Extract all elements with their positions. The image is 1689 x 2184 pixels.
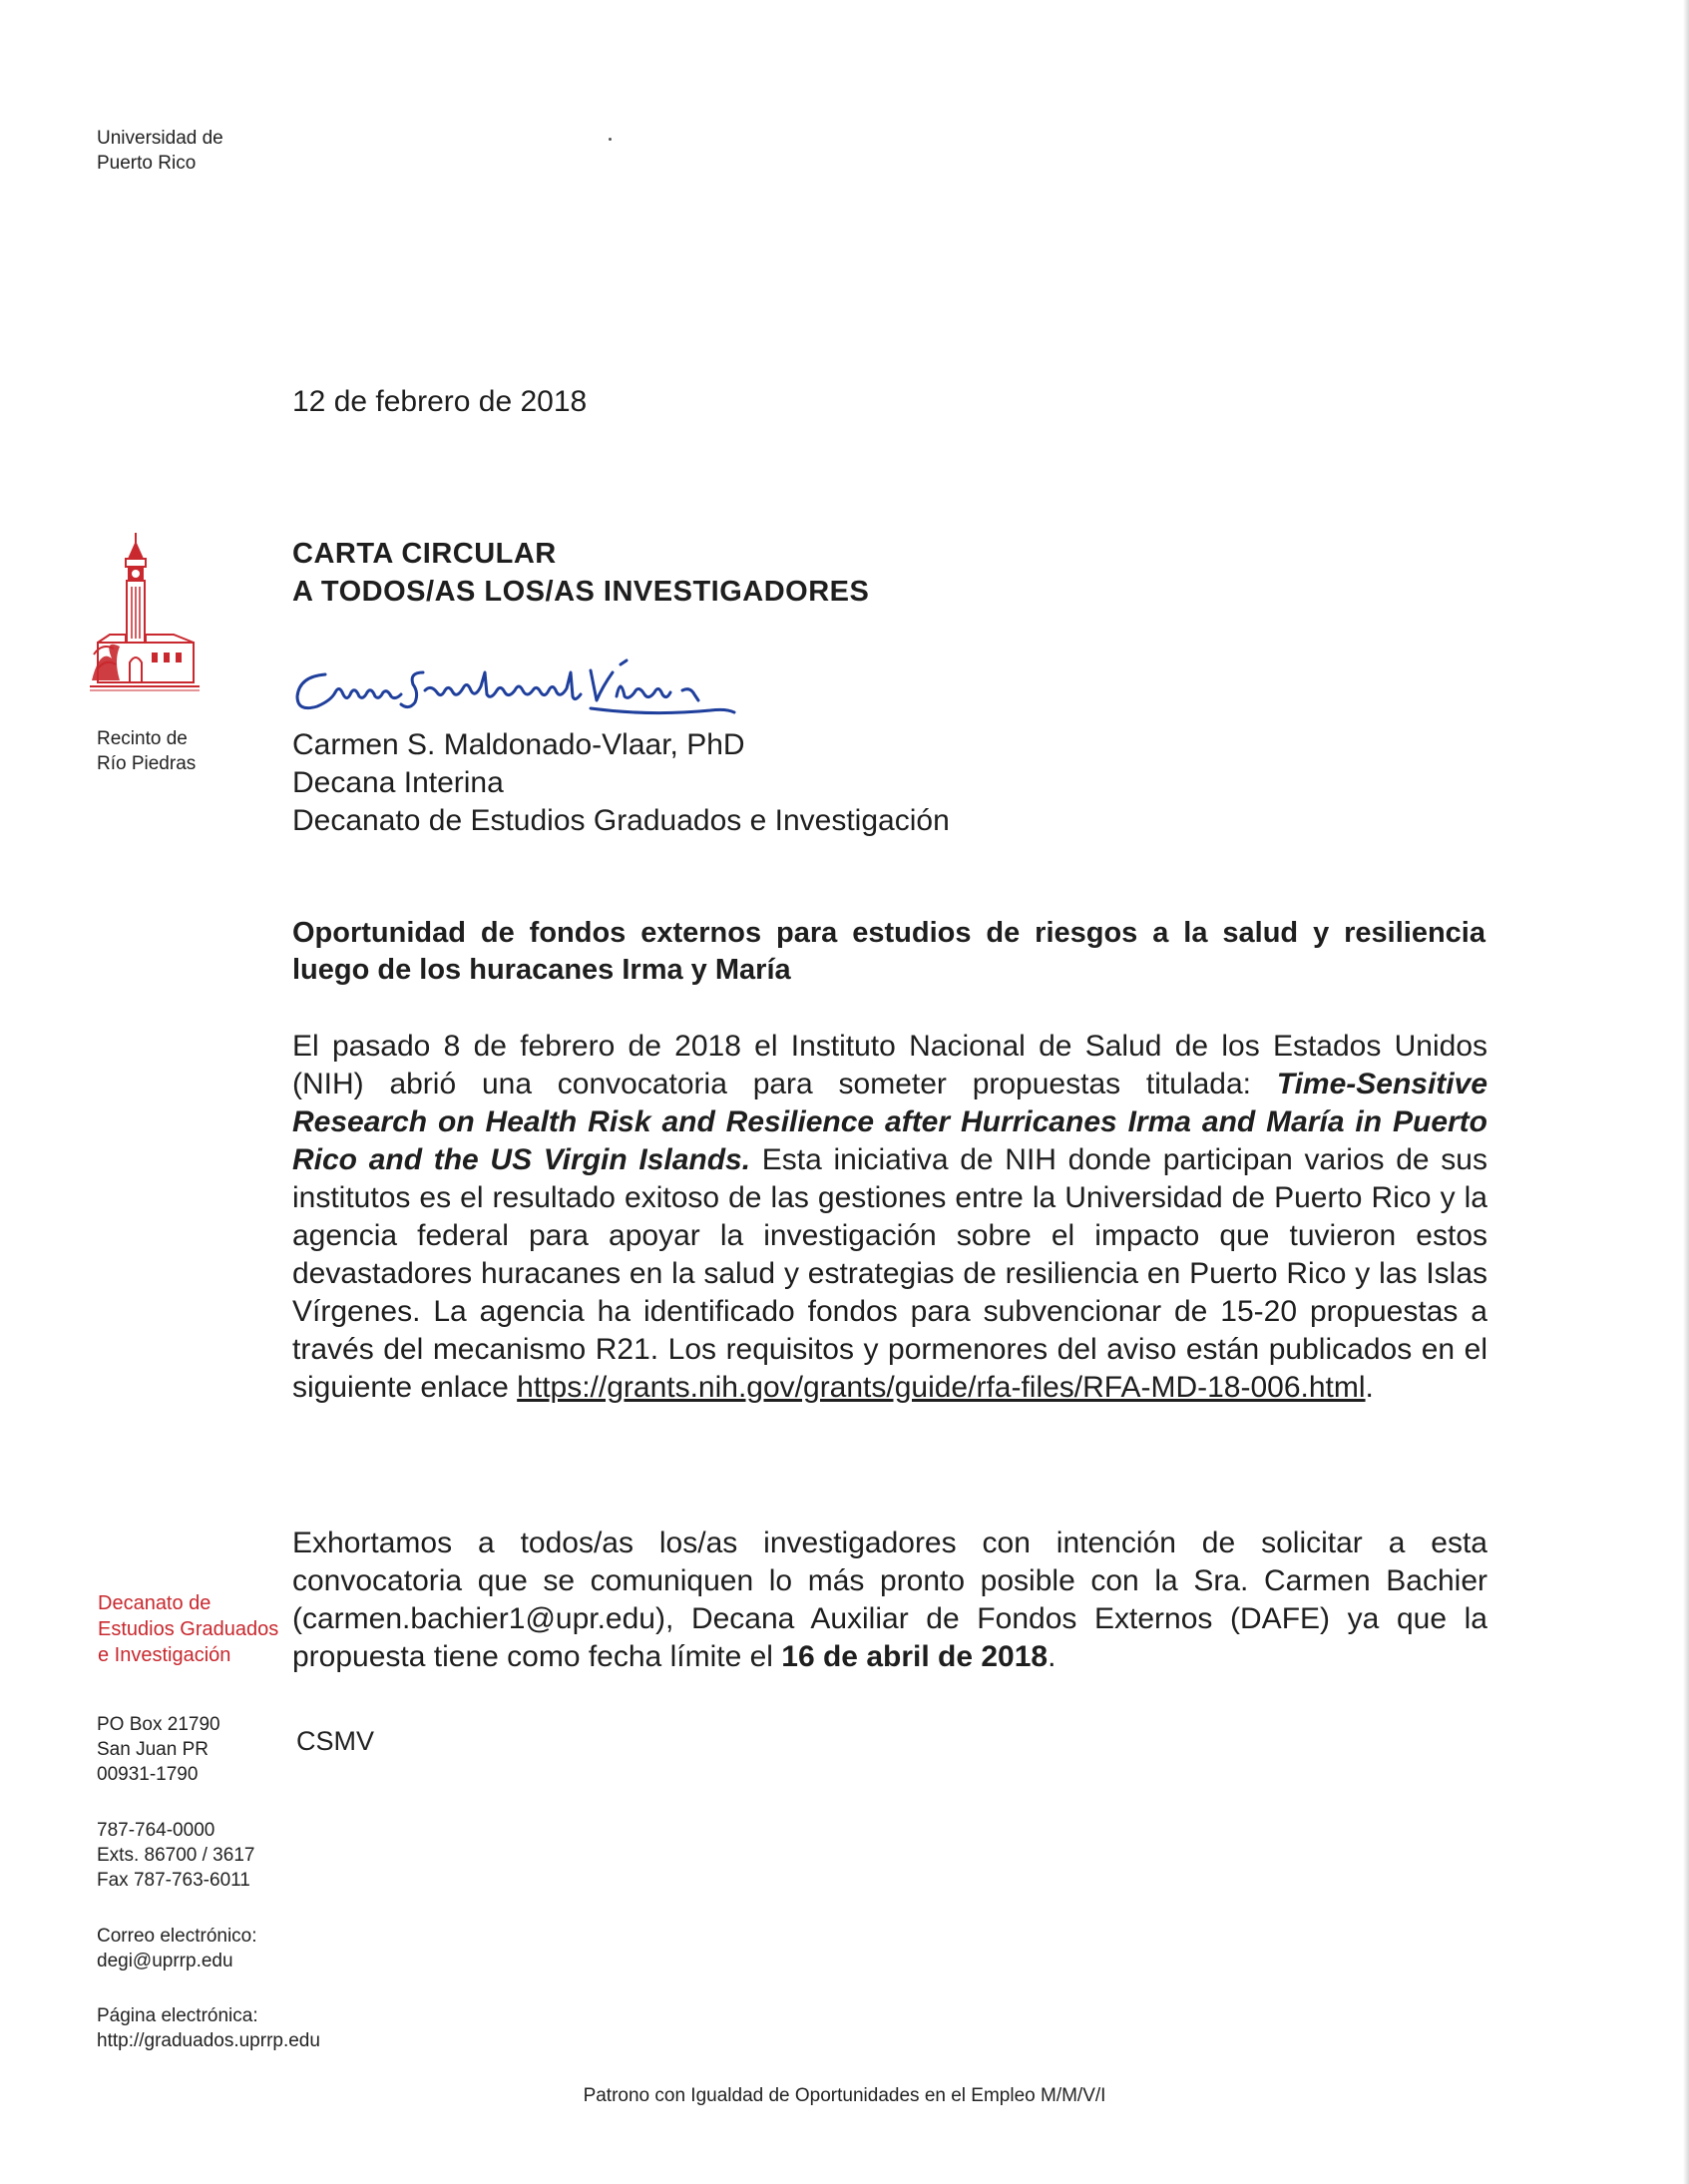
sender-block (292, 726, 950, 840)
p2-body: Exhortamos a todos/as los/as investigadores con intención de solicitar a esta convocatoria que se comuniquen lo más pronto posible con la Sra. Carmen Bachier (carmen.bachier1@upr.edu), Decana Auxiliar de Fondos Externos (DAFE) ya que la propuesta tiene como fecha límite el (292, 1527, 1487, 1673)
nih-rfa-link[interactable]: https://grants.nih.gov/grants/guide/rfa-files/RFA-MD-18-006.html (517, 1371, 1366, 1404)
letter-subject: Oportunidad de fondos externos para estudios de riesgos a la salud y resiliencia luego de los huracanes Irma y María (292, 917, 1485, 986)
body-paragraph-2 (292, 1525, 1487, 1676)
postal-address (97, 1712, 220, 1787)
office-name-line1: Decanato de (98, 1592, 211, 1614)
sender-name: Carmen S. Maldonado-Vlaar, PhD (292, 728, 745, 761)
office-name-line3: e Investigación (98, 1644, 231, 1666)
equal-opportunity-footer: Patrono con Igualdad de Oportunidades en el Empleo M/M/V/I (583, 2085, 1106, 2106)
circular-heading-line1: CARTA CIRCULAR (292, 538, 557, 570)
circular-heading (292, 535, 869, 611)
email-address: degi@uprrp.edu (97, 1951, 233, 1971)
p1-end: . (1365, 1371, 1374, 1404)
address-line1: PO Box 21790 (97, 1714, 220, 1735)
campus-name-line2: Río Piedras (97, 753, 197, 774)
p2-end: . (1048, 1640, 1056, 1673)
web-address: http://graduados.uprrp.edu (97, 2030, 320, 2051)
address-line2: San Juan PR (97, 1739, 209, 1760)
web-block (97, 2003, 320, 2053)
phone-line3: Fax 787-763-6011 (97, 1870, 250, 1891)
clock-tower-icon (90, 531, 200, 692)
institution-name-line1: Universidad de (97, 128, 223, 149)
sender-title: Decana Interina (292, 766, 504, 799)
author-initials: CSMV (296, 1726, 375, 1756)
letter-date: 12 de febrero de 2018 (292, 385, 588, 418)
funding-title: Time-Sensitive Research on Health Risk and Resilience after Hurricanes Irma and María in Puerto Rico and the US Virgin Islands. (292, 1068, 1487, 1176)
circular-heading-line2: A TODOS/AS LOS/AS INVESTIGADORES (292, 576, 870, 608)
scan-edge-shadow (1683, 0, 1689, 2184)
body-paragraph-1 (292, 1028, 1487, 1407)
phone-line2: Exts. 86700 / 3617 (97, 1845, 255, 1866)
p1-intro: El pasado 8 de febrero de 2018 el Instituto Nacional de Salud de los Estados Unidos (NIH) abrió una convocatoria para someter propuestas titulada: (292, 1030, 1487, 1100)
sender-office: Decanato de Estudios Graduados e Investigación (292, 804, 950, 837)
phone-line1: 787-764-0000 (97, 1820, 215, 1841)
office-name (98, 1590, 278, 1668)
institution-name-line2: Puerto Rico (97, 153, 197, 174)
scan-speck (609, 138, 612, 141)
address-line3: 00931-1790 (97, 1764, 199, 1785)
phone-numbers (97, 1818, 254, 1893)
handwritten-signature (291, 651, 740, 728)
deadline-date: 16 de abril de 2018 (781, 1640, 1049, 1673)
campus-name-line1: Recinto de (97, 728, 188, 749)
web-label: Página electrónica: (97, 2005, 258, 2026)
email-block (97, 1924, 257, 1973)
office-name-line2: Estudios Graduados (98, 1618, 279, 1640)
p1-body: Esta iniciativa de NIH donde participan varios de sus institutos es el resultado exitoso de las gestiones entre la Universidad de Puerto Rico y la agencia federal para apoyar la investigación sobre el impacto que tuvieron estos devastadores huracanes en la salud y estrategias de resiliencia en Puerto Rico y las Islas Vírgenes. La agencia ha identificado fondos para subvencionar de 15-20 propuestas a través del mecanismo R21. Los requisitos y pormenores del aviso están publicados en el siguiente enlace (292, 1143, 1487, 1404)
campus-name (97, 726, 196, 776)
institution-name (97, 126, 223, 176)
email-label: Correo electrónico: (97, 1926, 257, 1947)
